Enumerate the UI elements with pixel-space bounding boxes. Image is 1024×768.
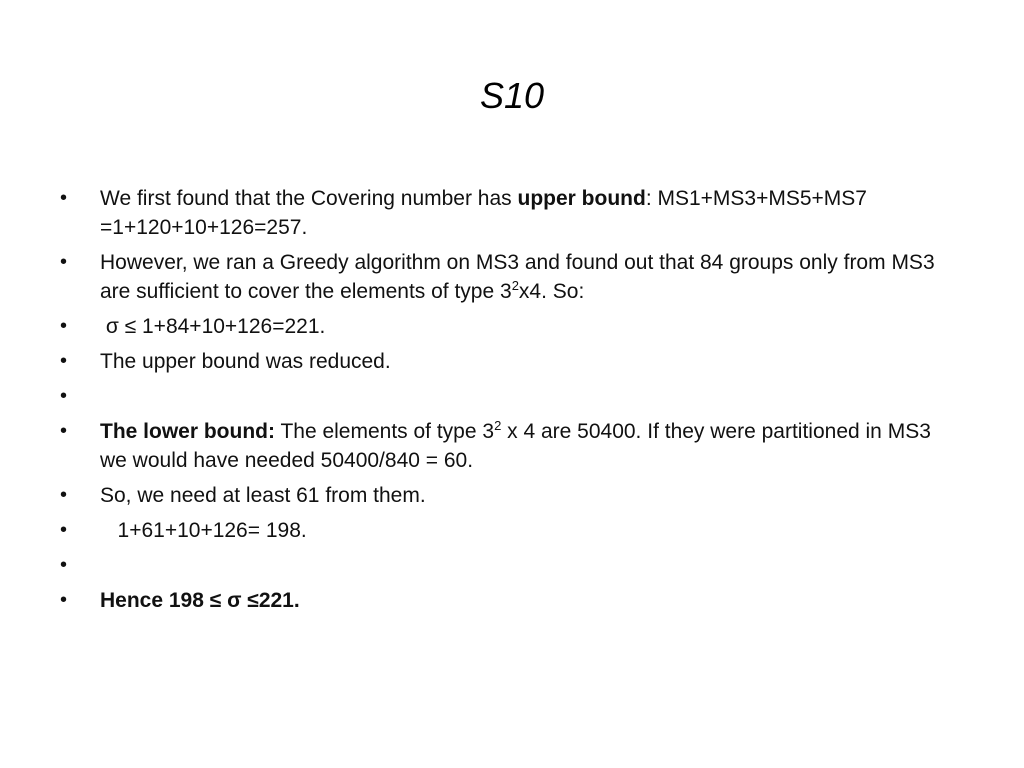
bullet-marker: • <box>60 315 68 337</box>
bullet-item <box>60 184 960 242</box>
bullet-item <box>60 551 960 580</box>
bullet-text <box>100 519 307 542</box>
bullet-marker: • <box>60 187 68 209</box>
bullet-item <box>60 481 960 510</box>
bullet-text <box>100 187 873 239</box>
bullet-item <box>60 248 960 306</box>
bullet-marker: • <box>60 554 68 576</box>
bullet-text <box>100 420 937 472</box>
text-segment: We first found that the Covering number has <box>100 187 518 210</box>
bullet-item <box>60 417 960 475</box>
bullet-marker: • <box>60 420 68 442</box>
bold-text: Hence 198 ≤ σ ≤221. <box>100 589 300 612</box>
bullet-item <box>60 382 960 411</box>
text-segment: : MS1+MS3+MS5+MS7 =1+120+10+126=257. <box>100 187 873 239</box>
text-segment: 1+61+10+126= 198. <box>100 519 307 542</box>
bullet-marker: • <box>60 519 68 541</box>
bullet-item <box>60 516 960 545</box>
bullet-marker: • <box>60 251 68 273</box>
slide-title: S10 <box>479 75 545 116</box>
bold-text: upper bound <box>517 187 646 210</box>
bullet-list <box>60 184 960 621</box>
text-segment: However, we ran a Greedy algorithm on MS3 and found out that 84 groups only from MS3 are sufficient to cover the elements of type 3 <box>100 251 941 303</box>
bullet-item <box>60 347 960 376</box>
bullet-marker: • <box>60 484 68 506</box>
bold-text: The lower bound: <box>100 420 275 443</box>
text-segment: x4. So: <box>518 280 585 303</box>
bullet-text <box>100 251 940 303</box>
text-segment: So, we need at least 61 from them. <box>100 484 426 507</box>
bullet-item <box>60 312 960 341</box>
bullet-text <box>100 484 426 507</box>
superscript-text: 2 <box>511 278 519 293</box>
text-segment: σ ≤ 1+84+10+126=221. <box>100 315 326 338</box>
bullet-item <box>60 586 960 615</box>
text-segment: The elements of type 3 <box>274 420 495 443</box>
bullet-marker: • <box>60 385 68 407</box>
bullet-marker: • <box>60 589 68 611</box>
text-segment: x 4 are 50400. If they were partitioned in MS3 we would have needed 50400/840 = 60. <box>100 420 937 472</box>
bullet-text <box>100 315 325 338</box>
superscript-text: 2 <box>494 418 502 433</box>
text-segment: The upper bound was reduced. <box>100 350 391 373</box>
bullet-marker: • <box>60 350 68 372</box>
bullet-text <box>100 589 300 612</box>
bullet-text <box>100 350 391 373</box>
